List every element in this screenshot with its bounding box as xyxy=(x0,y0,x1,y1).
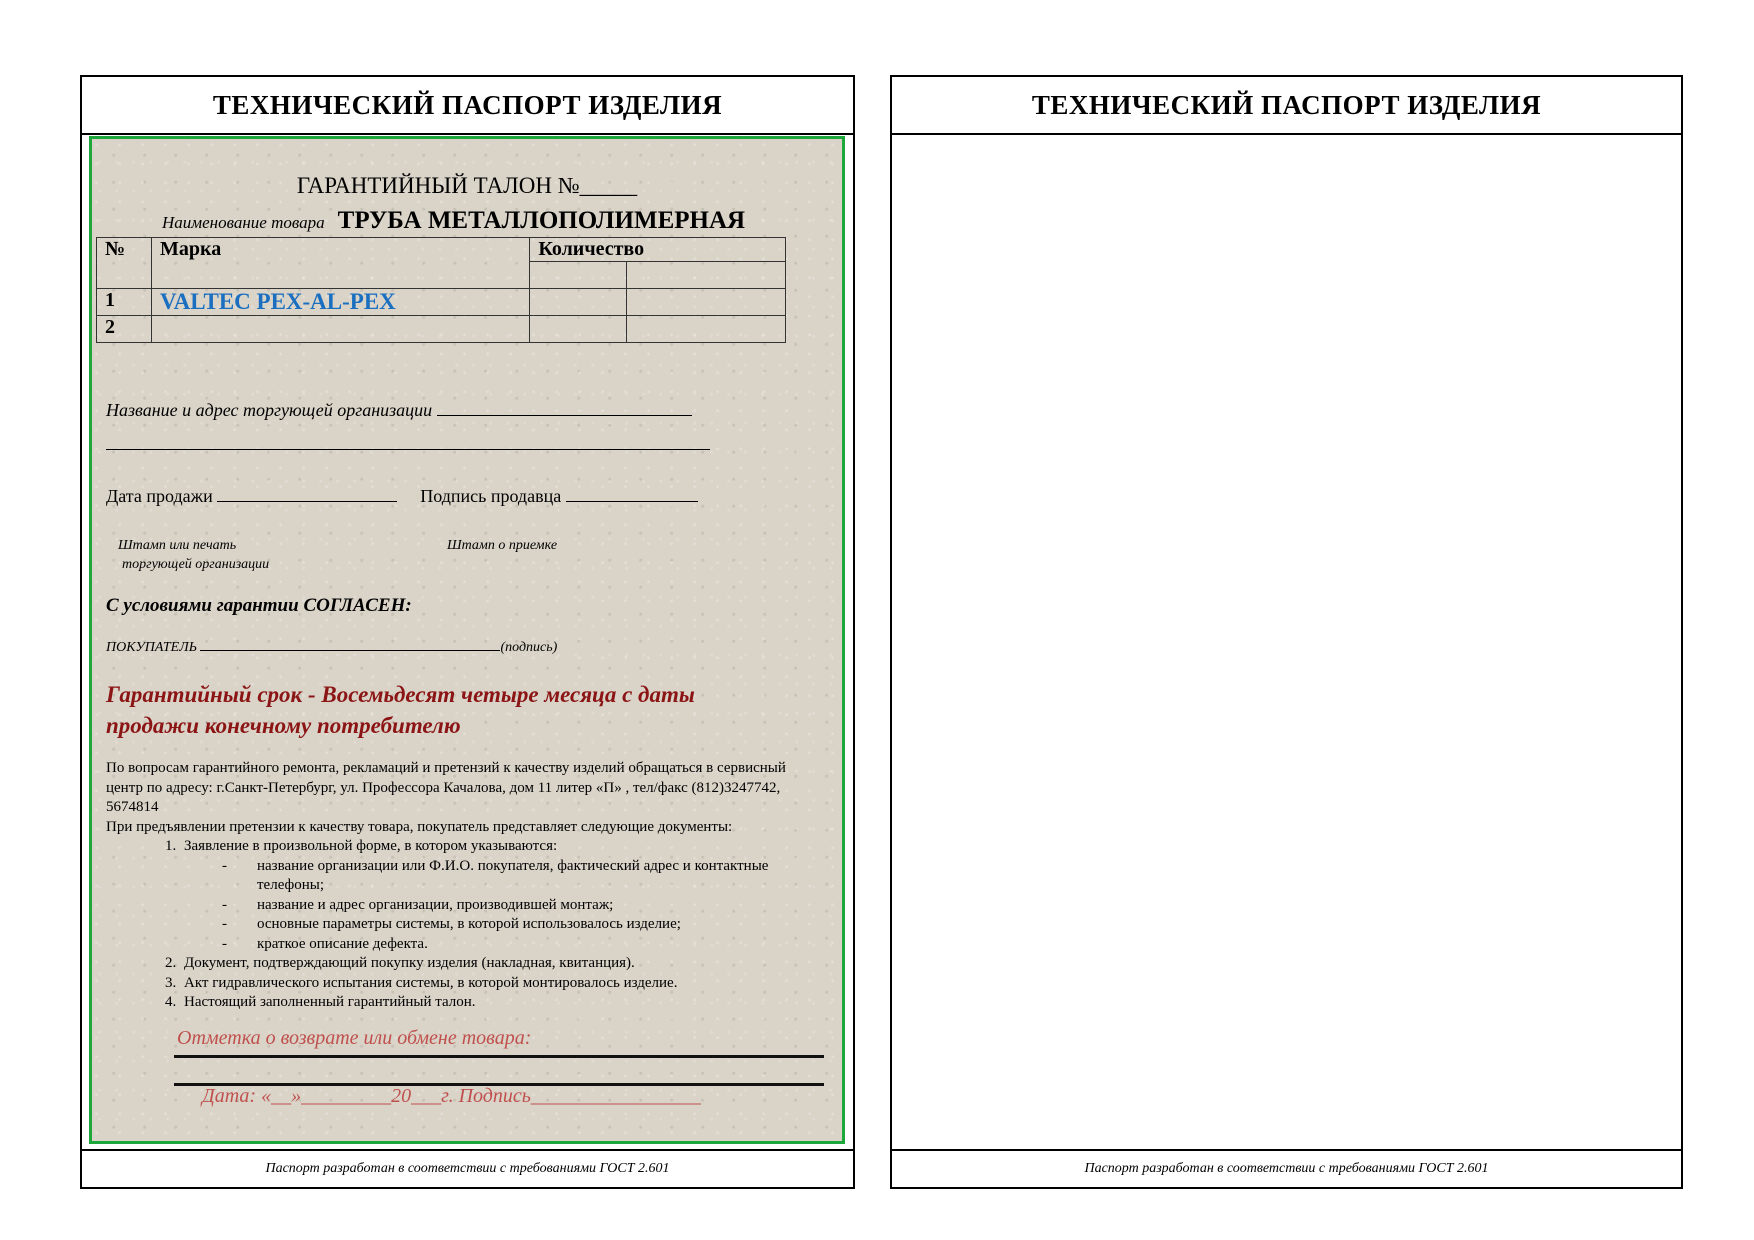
warranty-label: Гарантийный срок xyxy=(106,682,303,707)
seller-org-row xyxy=(106,397,692,421)
return-mark-label: Отметка о возврате или обмене товара: xyxy=(177,1027,532,1049)
seller-org-label: Название и адрес торгующей организации xyxy=(106,400,433,420)
sale-date-label: Дата продажи xyxy=(106,486,213,506)
table-cell xyxy=(627,289,786,316)
page-footer: Паспорт разработан в соответствии с требованиями ГОСТ 2.601 xyxy=(82,1149,853,1187)
list-item: - название организации или Ф.И.О. покупателя, фактический адрес и контактные телефоны; xyxy=(257,857,826,896)
seller-org-field xyxy=(437,397,692,416)
goods-name-value: ТРУБА МЕТАЛЛОПОЛИМЕРНАЯ xyxy=(337,207,746,234)
buyer-label: ПОКУПАТЕЛЬ xyxy=(106,640,197,655)
warranty-value: Восемьдесят четыре месяца с даты продажи конечному потребителю xyxy=(106,682,695,738)
row-brand: VALTEC PEX-AL-PEX xyxy=(152,289,530,316)
table-cell xyxy=(530,289,627,316)
stamp-seller-line2: торгующей организации xyxy=(122,557,270,572)
items-table xyxy=(96,237,786,343)
table-header-num: № xyxy=(97,238,152,289)
list-item xyxy=(180,837,826,954)
buyer-row xyxy=(106,636,557,656)
row-num: 2 xyxy=(97,316,152,343)
table-row xyxy=(97,316,786,343)
list-item: - основные параметры системы, в которой использовалось изделие; xyxy=(257,915,826,935)
stamp-seller-line1: Штамп или печать xyxy=(118,538,237,553)
agreed-label: С условиями гарантии СОГЛАСЕН: xyxy=(106,595,412,616)
passport-page-right xyxy=(890,75,1683,1189)
list-item: 3. Акт гидравлического испытания системы, в которой монтировалось изделие. xyxy=(180,974,826,994)
warranty-coupon xyxy=(89,136,845,1144)
stamp-accept-label: Штамп о приемке xyxy=(447,538,558,553)
claim-intro: При предъявлении претензии к качеству товара, покупатель представляет следующие документы: xyxy=(106,818,733,835)
documents-list xyxy=(106,837,826,1013)
doc-1-subitems xyxy=(184,857,826,955)
table-cell xyxy=(627,262,786,289)
goods-name-row xyxy=(162,207,745,235)
passport-page-left xyxy=(80,75,855,1189)
buyer-sign-hint: (подпись) xyxy=(500,640,558,655)
row-brand xyxy=(152,316,530,343)
warranty-separator: - xyxy=(302,682,322,707)
page-header: ТЕХНИЧЕСКИЙ ПАСПОРТ ИЗДЕЛИЯ xyxy=(82,77,853,135)
seller-sign-field xyxy=(566,483,698,502)
seller-sign-label: Подпись продавца xyxy=(420,486,562,506)
list-item: 4. Настоящий заполненный гарантийный талон. xyxy=(180,993,826,1013)
list-item: - название и адрес организации, производившей монтаж; xyxy=(257,896,826,916)
seller-org-field-line2 xyxy=(106,449,710,450)
row-num: 1 xyxy=(97,289,152,316)
coupon-title: ГАРАНТИЙНЫЙ ТАЛОН №_____ xyxy=(296,173,638,198)
page-header: ТЕХНИЧЕСКИЙ ПАСПОРТ ИЗДЕЛИЯ xyxy=(892,77,1681,135)
table-header-qty: Количество xyxy=(530,238,786,262)
table-row xyxy=(97,289,786,316)
service-text: По вопросам гарантийного ремонта, рекламаций и претензий к качеству изделий обращаться в сервисный центр по адресу: г.Санкт-Петербург, ул. Профессора Качалова, дом 11 литер «П» , тел/факс (812)3247742, 5674814 xyxy=(106,760,786,815)
sale-date-field xyxy=(217,483,397,502)
sale-row xyxy=(106,483,698,507)
doc-item-1: Заявление в произвольной форме, в котором указываются: xyxy=(184,838,558,854)
page-footer: Паспорт разработан в соответствии с требованиями ГОСТ 2.601 xyxy=(892,1149,1681,1187)
return-mark-line1 xyxy=(174,1055,824,1058)
table-cell xyxy=(530,262,627,289)
goods-name-label: Наименование товара xyxy=(162,213,325,232)
service-info xyxy=(106,759,826,1013)
buyer-sign-field xyxy=(200,636,500,651)
warranty-period xyxy=(106,679,786,741)
return-date-row: Дата: «__»_________20___г. Подпись_________________ xyxy=(202,1085,701,1107)
list-item: - краткое описание дефекта. xyxy=(257,935,826,955)
table-header-brand: Марка xyxy=(152,238,530,289)
table-cell xyxy=(530,316,627,343)
table-cell xyxy=(627,316,786,343)
list-item: 2. Документ, подтверждающий покупку изделия (накладная, квитанция). xyxy=(180,954,826,974)
